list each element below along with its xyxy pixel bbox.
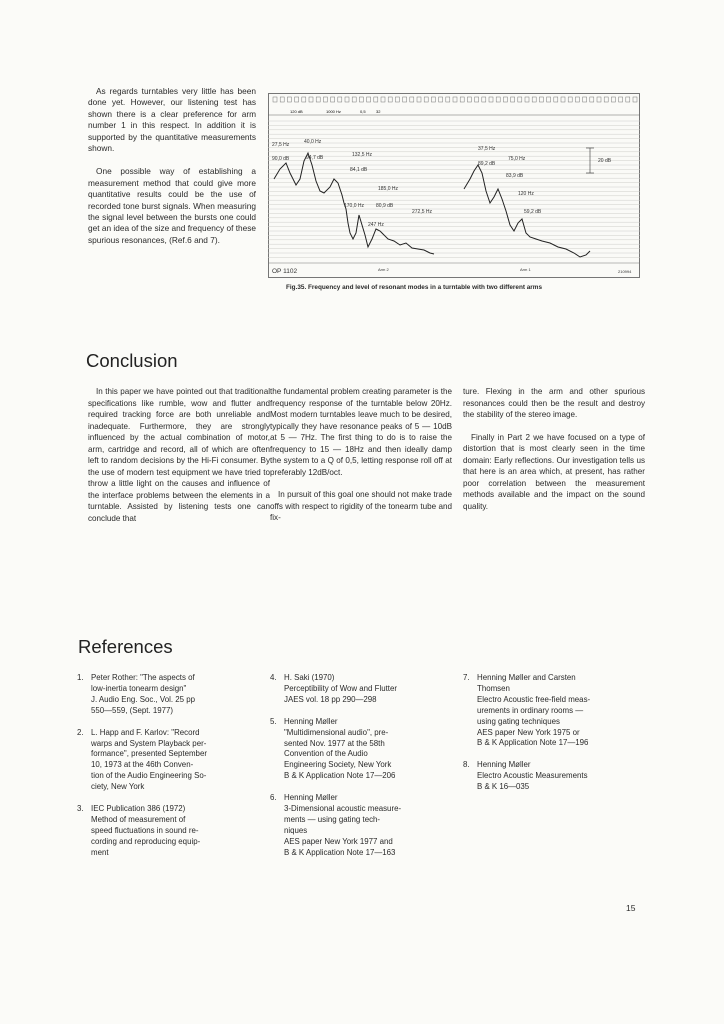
reference-line: B & K Application Note 17—163 bbox=[284, 847, 396, 857]
reference-line: L. Happ and F. Karlov: "Record bbox=[91, 727, 200, 737]
annotation-label: 90,0 dB bbox=[272, 156, 290, 162]
reference-line: niques bbox=[284, 825, 308, 835]
reference-line: low-inertia tonearm design" bbox=[91, 683, 187, 693]
annotation-label: 83,9 dB bbox=[506, 173, 524, 179]
conclusion-paragraph: In pursuit of this goal one should not make trade offs with respect to rigidity of the tonearm tube and fix- bbox=[270, 490, 452, 523]
header-label: 0,5 bbox=[360, 109, 366, 114]
annotation-label: 27,5 Hz bbox=[272, 142, 290, 148]
annotation-label: 272,5 Hz bbox=[412, 209, 433, 215]
reference-line: tion of the Audio Engineering So- bbox=[91, 771, 207, 781]
reference-item bbox=[270, 717, 452, 782]
reference-number: 1. bbox=[77, 673, 84, 682]
reference-line: Engineering Society, New York bbox=[284, 760, 392, 770]
reference-item bbox=[270, 793, 452, 858]
reference-line: B & K Application Note 17—206 bbox=[284, 771, 396, 781]
arm-label: Arm 2 bbox=[378, 267, 389, 272]
reference-line: Method of measurement of bbox=[91, 814, 186, 824]
reference-line: speed fluctuations in sound re- bbox=[91, 825, 199, 835]
reference-line: sented Nov. 1977 at the 58th bbox=[284, 738, 385, 748]
header-label: 32 bbox=[376, 109, 381, 114]
reference-line: Electro Acoustic Measurements bbox=[477, 771, 588, 781]
reference-line: cording and reproducing equip- bbox=[91, 836, 201, 846]
annotation-label: 94,7 dB bbox=[306, 155, 324, 161]
reference-item bbox=[77, 673, 259, 717]
reference-line: ment bbox=[91, 847, 109, 857]
frequency-level-recording bbox=[268, 93, 640, 278]
reference-number: 6. bbox=[270, 793, 277, 803]
reference-line: warps and System Playback per- bbox=[91, 738, 207, 748]
reference-line: urements in ordinary rooms — bbox=[477, 705, 584, 715]
annotation-label: 132,5 Hz bbox=[352, 152, 373, 158]
annotation-label: 20 dB bbox=[598, 158, 612, 164]
reference-line: Henning Møller and Carsten bbox=[477, 673, 576, 682]
reference-number: 3. bbox=[77, 804, 84, 814]
header-label: 120 dB bbox=[290, 109, 303, 114]
reference-line: Henning Møller bbox=[284, 716, 338, 726]
reference-line: AES paper New York 1975 or bbox=[477, 727, 580, 737]
annotation-label: 75,0 Hz bbox=[508, 156, 526, 162]
reference-line: using gating techniques bbox=[477, 716, 560, 726]
page-number: 15 bbox=[626, 903, 636, 913]
reference-line: "Multidimensional audio", pre- bbox=[284, 727, 389, 737]
conclusion-paragraph: the fundamental problem creating parameter is the frequency response of the turntable below 20Hz. Most modern turntables leave much to be desired, typically they have resonance peaks of 5 — 10dB at 5 — 7Hz. The first thing to do is to raise the frequency to 15 — 18Hz and then ideally damp the system to a Q of 0,5, letting response roll off at preferably 12dB/oct. bbox=[270, 387, 452, 477]
conclusion-heading: Conclusion bbox=[86, 350, 178, 371]
annotation-label: 170,0 Hz bbox=[344, 203, 365, 209]
intro-text bbox=[88, 86, 256, 258]
reference-line: B & K Application Note 17—196 bbox=[477, 738, 589, 748]
reference-line: 3-Dimensional acoustic measure- bbox=[284, 804, 402, 814]
annotation-label: 185,0 Hz bbox=[378, 186, 399, 192]
reference-item bbox=[463, 760, 645, 793]
annotation-label: 120 Hz bbox=[518, 191, 534, 197]
reference-item bbox=[77, 804, 259, 859]
reference-line: AES paper New York 1977 and bbox=[284, 836, 393, 846]
references-heading: References bbox=[78, 636, 173, 657]
reference-number: 4. bbox=[270, 673, 277, 682]
annotation-label: 40,0 Hz bbox=[304, 139, 322, 145]
figure-35 bbox=[268, 93, 640, 278]
reference-number: 8. bbox=[463, 760, 470, 770]
reference-line: IEC Publication 386 (1972) bbox=[91, 804, 186, 814]
reference-line: B & K 16—035 bbox=[477, 782, 530, 792]
reference-line: Peter Rother: "The aspects of bbox=[91, 673, 195, 682]
annotation-label: 37,5 Hz bbox=[478, 146, 496, 152]
figure-code: 210994 bbox=[618, 269, 632, 274]
references-column-1 bbox=[77, 673, 259, 870]
reference-number: 7. bbox=[463, 673, 470, 682]
annotation-label: 80,9 dB bbox=[376, 203, 394, 209]
reference-line: Electro Acoustic free-field meas- bbox=[477, 694, 591, 704]
reference-number: 2. bbox=[77, 727, 84, 737]
reference-line: Henning Møller bbox=[477, 760, 531, 770]
reference-line: H. Saki (1970) bbox=[284, 673, 335, 682]
intro-paragraph: One possible way of establishing a measurement method that could give more quantitative results could be the use of recorded tone burst signals. When measuring the signal level between the bursts one could get an idea of the size and frequency of these spurious resonances, (Ref.6 and 7). bbox=[88, 166, 256, 245]
reference-number: 5. bbox=[270, 716, 277, 726]
conclusion-paragraph: ture. Flexing in the arm and other spurious resonances could then be the result and destroy the stability of the stereo image. bbox=[463, 387, 645, 420]
op-label: OP 1102 bbox=[272, 268, 298, 275]
reference-item bbox=[270, 673, 452, 706]
reference-line: Henning Møller bbox=[284, 793, 338, 803]
reference-line: JAES vol. 18 pp 290—298 bbox=[284, 694, 377, 704]
annotation-label: 89,2 dB bbox=[478, 161, 496, 167]
references-column-2 bbox=[270, 673, 452, 870]
reference-line: 10, 1973 at the 46th Conven- bbox=[91, 760, 194, 770]
arm-label: Arm 1 bbox=[520, 267, 531, 272]
reference-line: ciety, New York bbox=[91, 782, 145, 792]
figure-caption: Fig.35. Frequency and level of resonant modes in a turntable with two different arms bbox=[286, 284, 543, 291]
conclusion-column-2 bbox=[270, 386, 452, 535]
reference-item bbox=[77, 728, 259, 793]
conclusion-paragraph: In this paper we have pointed out that traditional specifications like rumble, wow and flutter and required tracking force are both unreliable and inadequate. Furthermore, they are strongly influenced by the actual combination of motor, arm, cartridge and record, all of which are often left to random decisions by the Hi-Fi consumer. By the use of modern test equipment we have tried to throw a little light on the causes and influence of the interface problems between the elements in a turntable. Assisted by listening tests one can conclude that bbox=[88, 387, 270, 524]
annotation-label: 59,2 dB bbox=[524, 209, 542, 215]
reference-line: 550—559, (Sept. 1977) bbox=[91, 705, 174, 715]
annotation-label: 247 Hz bbox=[368, 222, 384, 228]
reference-item bbox=[463, 673, 645, 749]
reference-line: Thomsen bbox=[477, 683, 510, 693]
reference-line: ments — using gating tech- bbox=[284, 814, 381, 824]
conclusion-column-3 bbox=[463, 386, 645, 523]
references-column-3 bbox=[463, 673, 645, 804]
header-label: 1000 Hz bbox=[326, 109, 341, 114]
reference-line: J. Audio Eng. Soc., Vol. 25 pp bbox=[91, 694, 195, 704]
reference-line: formance", presented September bbox=[91, 749, 207, 759]
reference-line: Perceptibility of Wow and Flutter bbox=[284, 683, 398, 693]
annotation-label: 84,1 dB bbox=[350, 167, 368, 173]
intro-paragraph: As regards turntables very little has been done yet. However, our listening test has shown there is a clear preference for arm number 1 in this respect. In addition it is supported by the quantitative measurements shown. bbox=[88, 86, 256, 154]
conclusion-column-1 bbox=[88, 386, 270, 536]
reference-line: Convention of the Audio bbox=[284, 749, 368, 759]
conclusion-paragraph: Finally in Part 2 we have focused on a type of distortion that is most clearly seen in the time domain: Early reflections. Our investigation tells us that here is an area which, at present, has rather poor correlation between the measurement methods available and the impact on the sound quality. bbox=[463, 432, 645, 511]
